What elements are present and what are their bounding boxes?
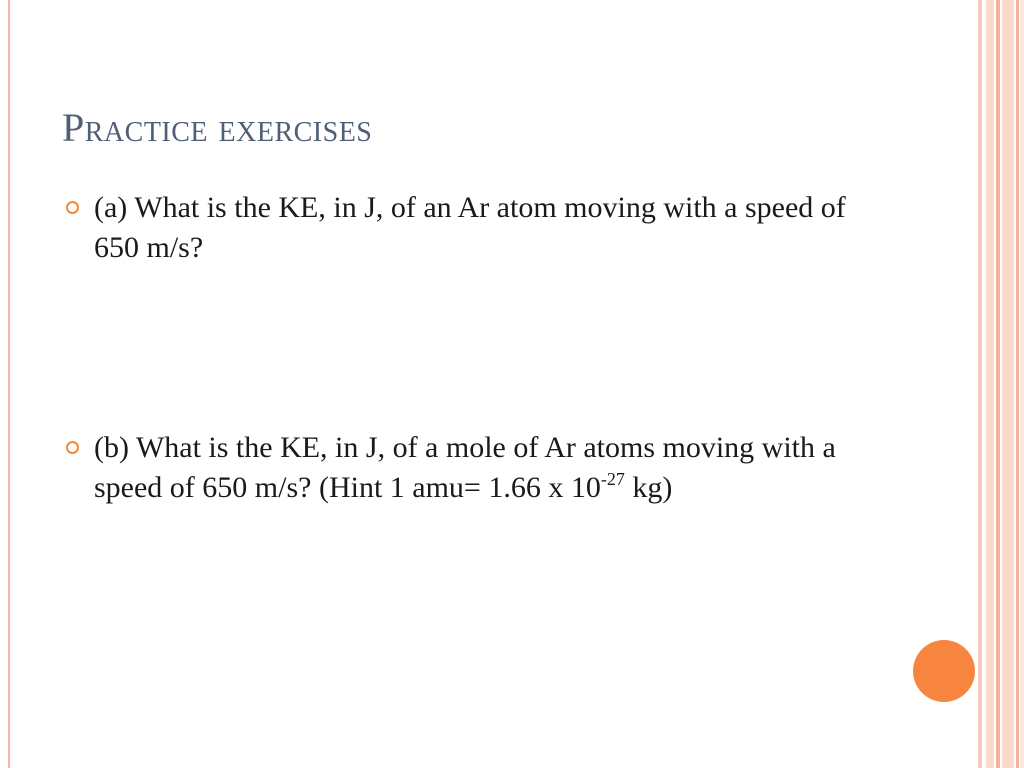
decorative-stripe bbox=[1002, 0, 1014, 768]
circle-bullet-icon bbox=[66, 201, 79, 214]
bullet-text-b bbox=[94, 428, 854, 508]
bullet-text-a: (a) What is the KE, in J, of an Ar atom moving with a speed of 650 m/s? bbox=[94, 191, 846, 264]
circle-bullet-icon bbox=[66, 441, 79, 454]
slide-title: Practice exercises bbox=[62, 105, 373, 150]
decorative-stripe bbox=[986, 0, 994, 768]
bullet-text-b-unit: kg) bbox=[624, 471, 673, 504]
bullet-item-b bbox=[66, 428, 854, 508]
decorative-stripe bbox=[1020, 0, 1024, 768]
decorative-circle bbox=[913, 640, 975, 702]
decorative-stripe bbox=[1016, 0, 1019, 768]
left-border-line bbox=[8, 0, 10, 768]
decorative-stripe bbox=[996, 0, 1000, 768]
decorative-stripe bbox=[978, 0, 982, 768]
bullet-text-b-main: (b) What is the KE, in J, of a mole of Ar atoms moving with a speed of 650 m/s? (Hint 1 amu= 1.66 x 10 bbox=[94, 431, 836, 504]
exponent-superscript: -27 bbox=[600, 469, 625, 489]
bullet-item-a bbox=[66, 188, 854, 268]
